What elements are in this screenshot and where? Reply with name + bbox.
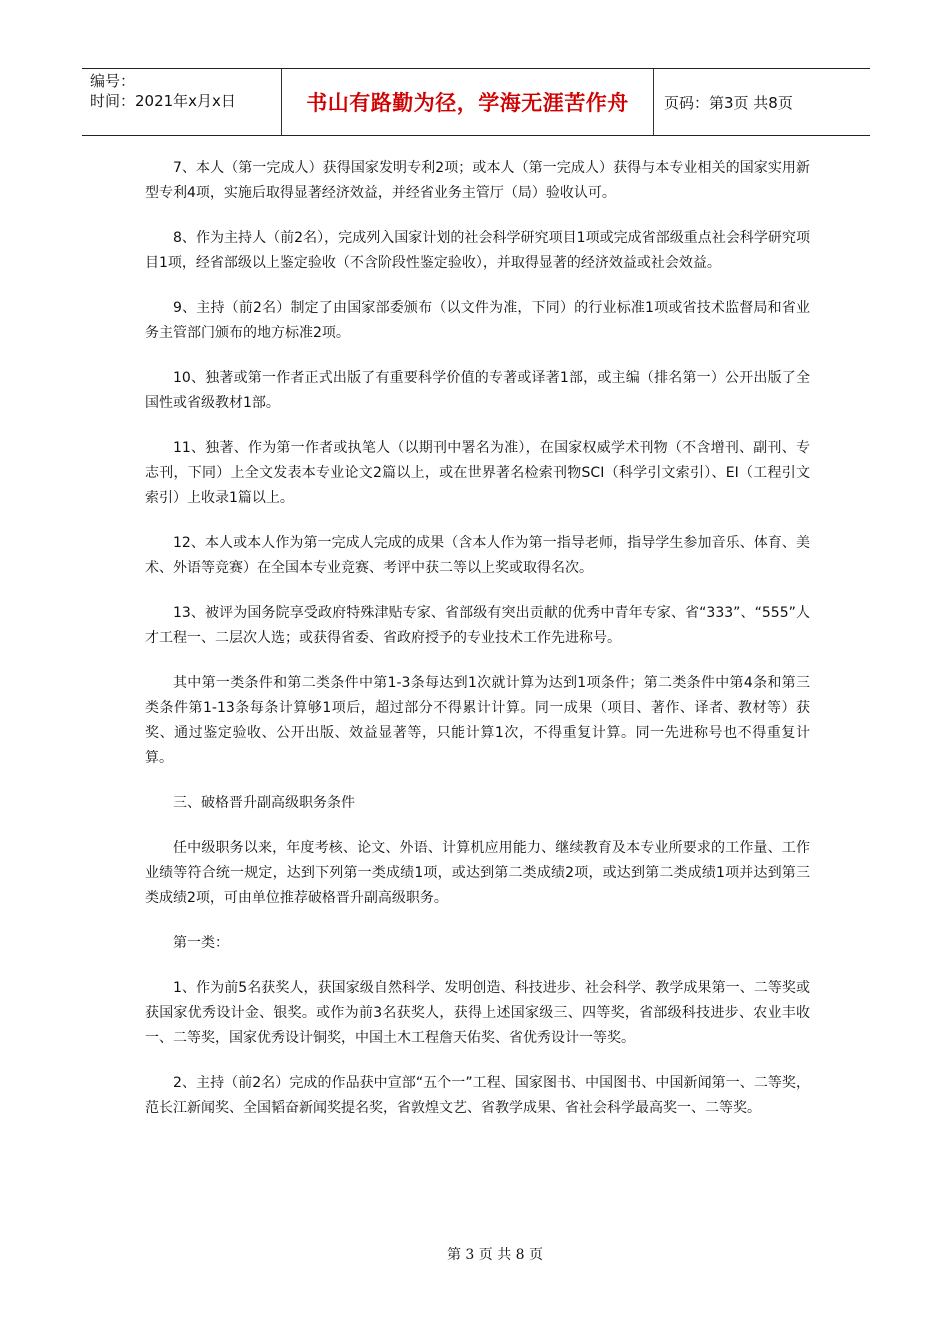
- header-page-info: 页码：第3页 共8页: [664, 93, 793, 112]
- document-number-label: 编号：: [90, 72, 136, 90]
- paragraph-item-9: 9、主持（前2名）制定了由国家部委颁布（以文件为准，下同）的行业标准1项或省技术监督局和省业务主管部门颁布的地方标准2项。: [145, 300, 810, 341]
- paragraph-category-item-1: 1、作为前5名获奖人，获国家级自然科学、发明创造、科技进步、社会科学、教学成果第一、二等奖或获国家优秀设计金、银奖。或作为前3名获奖人，获得上述国家级三、四等奖，省部级科技进步、农业丰收一、二等奖，国家优秀设计铜奖，中国土木工程詹天佑奖、省优秀设计一等奖。: [145, 980, 810, 1046]
- header-meta: [82, 69, 282, 135]
- page-footer: 第 3 页 共 8 页: [446, 1247, 544, 1263]
- paragraph-section-intro: 任中级职务以来，年度考核、论文、外语、计算机应用能力、继续教育及本专业所要求的工作量、工作业绩等符合统一规定，达到下列第一类成绩1项，或达到第二类成绩2项，或达到第二类成绩1项并达到第三类成绩2项，可由单位推荐破格晋升副高级职务。: [145, 840, 810, 906]
- document-date-label: 时间：2021年x月x日: [90, 92, 236, 110]
- paragraph-item-8: 8、作为主持人（前2名），完成列入国家计划的社会科学研究项目1项或完成省部级重点社会科学研究项目1项，经省部级以上鉴定验收（不含阶段性鉴定验收），并取得显著的经济效益或社会效益。: [145, 230, 810, 271]
- paragraph-category-item-2: 2、主持（前2名）完成的作品获中宣部“五个一”工程、国家图书、中国图书、中国新闻第一、二等奖，范长江新闻奖、全国韬奋新闻奖提名奖，省敦煌文艺、省教学成果、省社会科学最高奖一、二等奖。: [145, 1075, 810, 1116]
- paragraph-item-10: 10、独著或第一作者正式出版了有重要科学价值的专著或译著1部，或主编（排名第一）公开出版了全国性或省级教材1部。: [145, 370, 810, 411]
- paragraph-item-7: 7、本人（第一完成人）获得国家发明专利2项；或本人（第一完成人）获得与本专业相关的国家实用新型专利4项，实施后取得显著经济效益，并经省业务主管厅（局）验收认可。: [145, 160, 810, 201]
- paragraph-item-11: 11、独著、作为第一作者或执笔人（以期刊中署名为准），在国家权威学术刊物（不含增刊、副刊、专志刊，下同）上全文发表本专业论文2篇以上，或在世界著名检索刊物SCI（科学引文索引）、EI（工程引文索引）上收录1篇以上。: [145, 440, 810, 506]
- paragraph-item-13: 13、被评为国务院享受政府特殊津贴专家、省部级有突出贡献的优秀中青年专家、省“333”、“555”人才工程一、二层次人选；或获得省委、省政府授予的专业技术工作先进称号。: [145, 605, 810, 646]
- paragraph-item-12: 12、本人或本人作为第一完成人完成的成果（含本人作为第一指导老师，指导学生参加音乐、体育、美术、外语等竞赛）在全国本专业竞赛、考评中获二等以上奖或取得名次。: [145, 535, 810, 576]
- header-motto: 书山有路勤为径，学海无涯苦作舟: [282, 69, 654, 135]
- page-header: [82, 68, 870, 136]
- paragraph-counting-rules: 其中第一类条件和第二类条件中第1-3条每达到1次就计算为达到1项条件；第二类条件中第4条和第三类条件第1-13条每条计算够1项后，超过部分不得累计计算。同一成果（项目、著作、译者、教材等）获奖、通过鉴定验收、公开出版、效益显著等，只能计算1次，不得重复计算。同一先进称号也不得重复计算。: [145, 675, 810, 766]
- section-heading: 三、破格晋升副高级职务条件: [173, 795, 355, 811]
- document-body: [145, 156, 810, 1141]
- category-heading: 第一类：: [173, 935, 229, 951]
